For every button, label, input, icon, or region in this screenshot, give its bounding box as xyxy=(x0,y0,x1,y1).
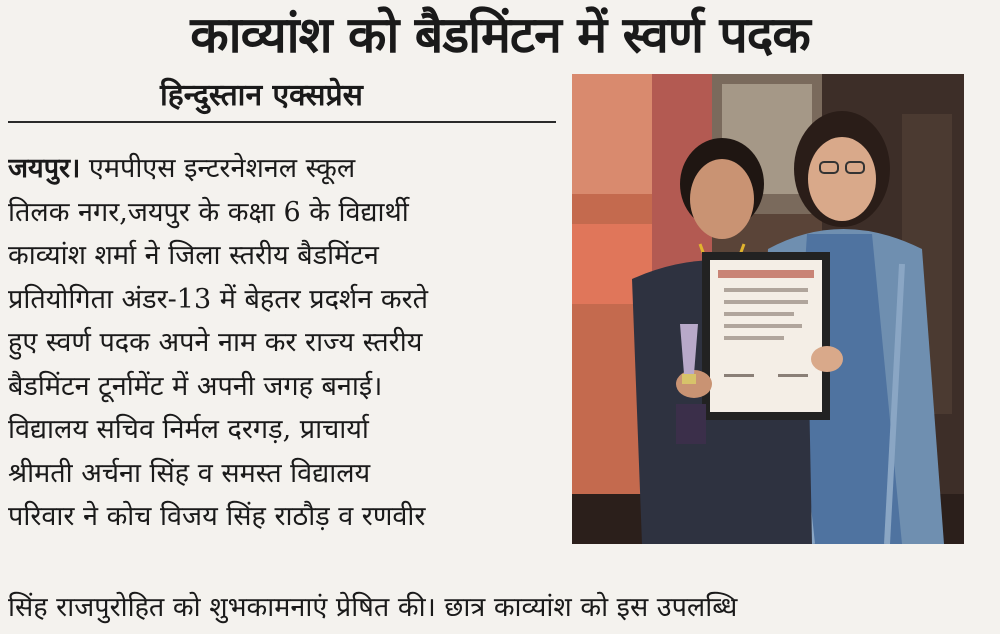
body-line-4: प्रतियोगिता अंडर-13 में बेहतर प्रदर्शन करते xyxy=(8,283,429,315)
body-line-7: विद्यालय सचिव निर्मल दरगड़, प्राचार्या xyxy=(8,414,369,445)
body-line-1-text: एमपीएस इन्टरनेशनल स्कूल xyxy=(88,153,356,184)
body-line-10: सिंह राजपुरोहित को शुभकामनाएं प्रेषित की। छात्र काव्यांश को इस उपलब्धि xyxy=(8,592,738,623)
source-rule xyxy=(8,121,556,123)
body-line-1 xyxy=(8,147,556,191)
body-line-9: परिवार ने कोच विजय सिंह राठौड़ व रणवीर xyxy=(8,501,426,532)
body-line-5: हुए स्वर्ण पदक अपने नाम कर राज्य स्तरीय xyxy=(8,327,423,358)
body-line-8: श्रीमती अर्चना सिंह व समस्त विद्यालय xyxy=(8,457,371,489)
article-body xyxy=(8,147,556,539)
body-line-6: बैडमिंटन टूर्नामेंट में अपनी जगह बनाई। xyxy=(8,370,383,402)
news-photo xyxy=(572,74,964,544)
headline: काव्यांश को बैडमिंटन में स्वर्ण पदक xyxy=(190,6,810,64)
body-line-2: तिलक नगर,जयपुर के कक्षा 6 के विद्यार्थी xyxy=(8,196,409,228)
source-line: हिन्दुस्तान एक्सप्रेस xyxy=(160,78,363,113)
body-line-3: काव्यांश शर्मा ने जिला स्तरीय बैडमिंटन xyxy=(8,240,379,271)
dateline: जयपुर। xyxy=(8,153,81,184)
